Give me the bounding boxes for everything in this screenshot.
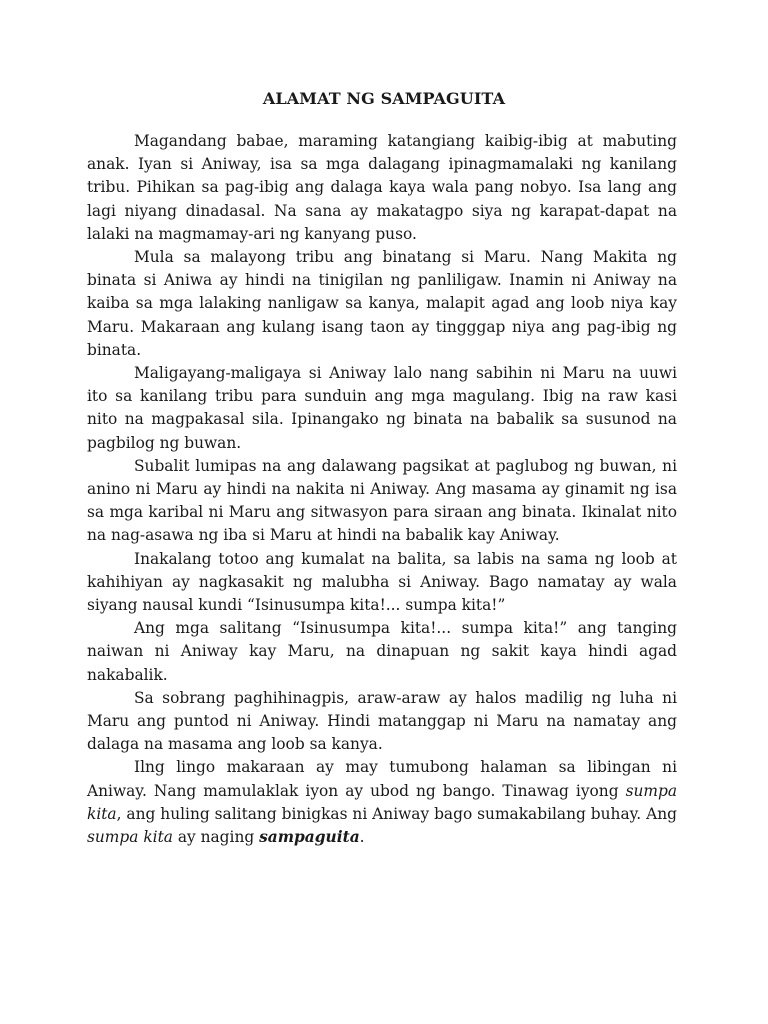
paragraph-8-text-1: Ilng lingo makaraan ay may tumubong halaman sa libingan ni Aniway. Nang mamulaklak iyon ay ubod ng bango. Tinawag iyong bbox=[87, 758, 677, 800]
document-title: ALAMAT NG SAMPAGUITA bbox=[262, 89, 506, 108]
paragraph-8 bbox=[87, 756, 677, 849]
paragraph-8-text-2: , ang huling salitang binigkas ni Aniway bago sumakabilang buhay. Ang bbox=[116, 804, 677, 823]
paragraph-4: Subalit lumipas na ang dalawang pagsikat at paglubog ng buwan, ni anino ni Maru ay hindi na nakita ni Aniway. Ang masama ay ginamit ng isa sa mga karibal ni Maru ang sitwasyon para siraan ang binata. Ikinalat nito na nag-asawa ng iba si Maru at hindi na babalik kay Aniway. bbox=[87, 456, 677, 545]
paragraph-5: Inakalang totoo ang kumalat na balita, sa labis na sama ng loob at kahihiyan ay nagkasakit ng malubha si Aniway. Bago namatay ay wala siyang nausal kundi “Isinusumpa kita!... sumpa kita!” bbox=[87, 549, 677, 615]
paragraph-7: Sa sobrang paghihinagpis, araw-araw ay halos madilig ng luha ni Maru ang puntod ni Aniway. Hindi matanggap ni Maru na namatay ang dalaga na masama ang loob sa kanya. bbox=[87, 688, 677, 754]
sampaguita-bold-italic: sampaguita bbox=[259, 828, 360, 847]
paragraph-1: Magandang babae, maraming katangiang kaibig-ibig at mabuting anak. Iyan si Aniway, isa sa mga dalagang ipinagmamalaki ng kanilang tribu. Pihikan sa pag-ibig ang dalaga kaya wala pang nobyo. Isa lang ang lagi niyang dinadasal. Na sana ay makatagpo siya ng karapat-dapat na lalaki na magmamay-ari ng kanyang puso. bbox=[87, 132, 677, 243]
sumpa-kita-italic-2: sumpa kita bbox=[87, 828, 173, 847]
document-body bbox=[87, 130, 677, 849]
paragraph-2: Mula sa malayong tribu ang binatang si Maru. Nang Makita ng binata si Aniwa ay hindi na tinigilan ng panliligaw. Inamin ni Aniway na kaiba sa mga lalaking nanligaw sa kanya, malapit agad ang loob niya kay Maru. Makaraan ang kulang isang taon ay tingggap niya ang pag-ibig ng binata. bbox=[87, 248, 677, 359]
paragraph-8-text-3: ay naging bbox=[172, 828, 260, 847]
paragraph-8-text-4: . bbox=[359, 828, 365, 847]
paragraph-3: Maligayang-maligaya si Aniway lalo nang sabihin ni Maru na uuwi ito sa kanilang tribu para sunduin ang mga magulang. Ibig na raw kasi nito na magpakasal sila. Ipinangako ng binata na babalik sa susunod na pagbilog ng buwan. bbox=[87, 364, 677, 452]
sumpa-kita-italic-1: sumpa kita bbox=[87, 781, 677, 823]
paragraph-6: Ang mga salitang “Isinusumpa kita!... sumpa kita!” ang tanging naiwan ni Aniway kay Maru, na dinapuan ng sakit kaya hindi agad nakabalik. bbox=[87, 619, 677, 684]
